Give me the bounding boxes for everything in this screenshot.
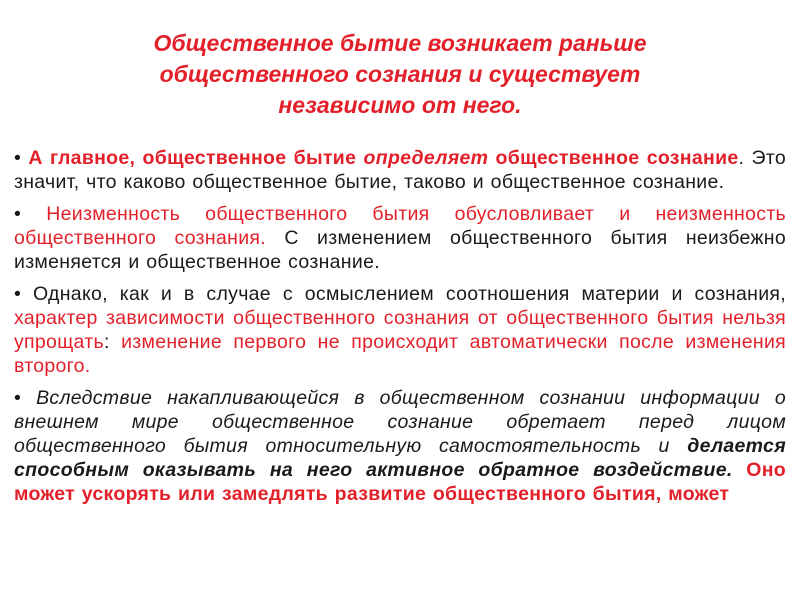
p2-segment-change: С изменением общественного бытия неизбежно изменяется и общественное сознание.: [14, 227, 786, 273]
slide-body: [14, 146, 786, 514]
bullet-paragraph-3: [14, 282, 786, 378]
p1-segment-rest: . Это значит, что каково общественное бытие, таково и общественное сознание.: [14, 147, 786, 193]
p1-segment-consciousness: общественное сознание: [495, 147, 739, 169]
p3-segment-dependence: характер зависимости общественного сознания от общественного бытия нельзя упрощать: [14, 307, 786, 353]
bullet-marker: •: [14, 203, 22, 225]
bullet-paragraph-1: [14, 146, 786, 194]
p1-segment-determines: определяет: [363, 147, 489, 169]
bullet-marker: •: [14, 147, 22, 169]
bullet-marker: •: [14, 283, 22, 305]
p3-segment-colon: :: [103, 331, 110, 353]
title-line-1: Общественное бытие возникает раньше: [153, 30, 647, 56]
p2-segment-immutability: Неизменность общественного бытия обусловливает и неизменность общественного сознания.: [14, 203, 787, 249]
slide-title: [60, 28, 740, 121]
p3-segment-however: Однако, как и в случае с осмыслением соотношения материи и сознания,: [33, 283, 786, 305]
p4-segment-accelerate: Оно может ускорять или замедлять развитие общественного бытия, может: [14, 459, 786, 505]
bullet-paragraph-4: [14, 386, 786, 506]
p4-segment-feedback: делается способным оказывать на него активное обратное воздействие.: [14, 435, 786, 481]
p4-segment-accumulation: Вследствие накапливающейся в общественном сознании информации о внешнем мире общественное сознание обретает перед лицом общественного бытия относительную самостоятельность и: [14, 387, 786, 457]
bullet-paragraph-2: [14, 202, 786, 274]
title-line-3: независимо от него.: [278, 92, 522, 118]
p3-segment-change: изменение первого не происходит автоматически после изменения второго.: [14, 331, 787, 377]
p1-segment-main: А главное, общественное бытие: [28, 147, 357, 169]
title-line-2: общественного сознания и существует: [159, 61, 641, 87]
bullet-marker: •: [14, 387, 22, 409]
